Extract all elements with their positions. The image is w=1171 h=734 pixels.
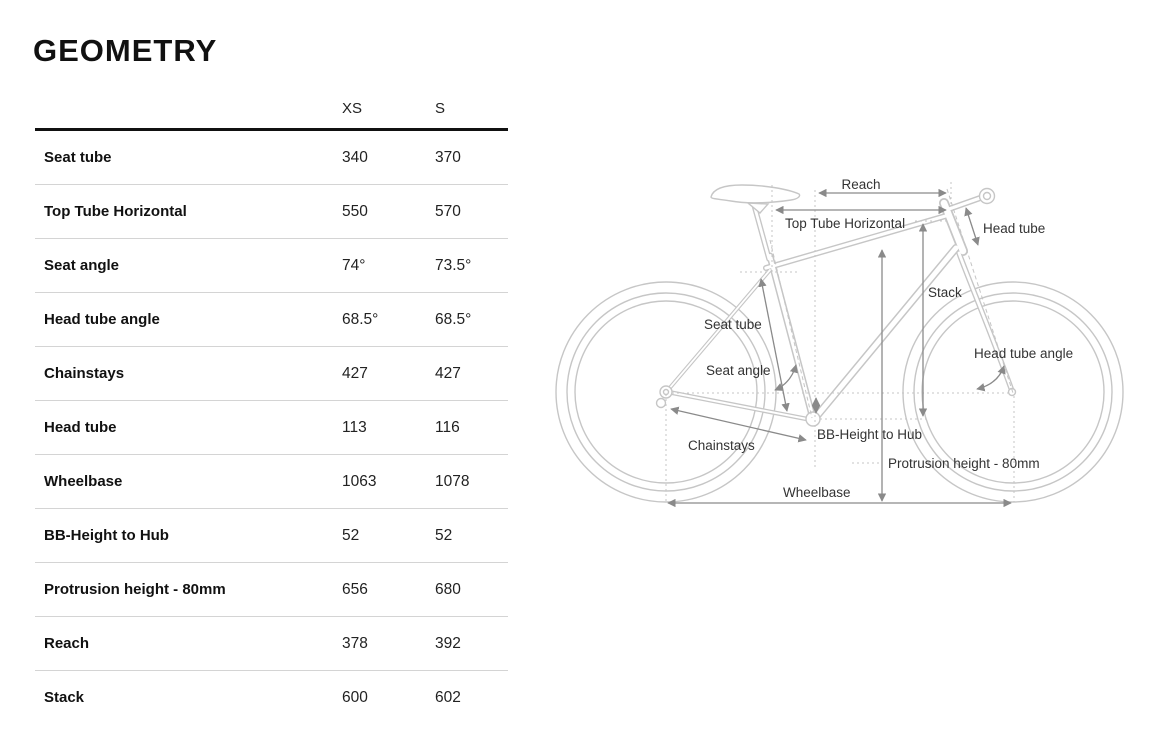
row-value-xs: 52: [342, 526, 360, 544]
rear-hub: [660, 386, 672, 398]
head-tube-angle-arc: [977, 366, 1004, 389]
bottom-bracket: [806, 412, 820, 426]
top-tube-horizontal-label: Top Tube Horizontal: [785, 216, 906, 231]
row-value-s: 392: [435, 634, 461, 652]
row-label: Wheelbase: [44, 473, 123, 490]
stack-label: Stack: [928, 285, 962, 300]
bb-height-to-hub-label: BB-Height to Hub: [817, 427, 923, 442]
row-value-s: 602: [435, 688, 461, 706]
row-value-xs: 1063: [342, 472, 377, 490]
row-value-s: 570: [435, 202, 461, 220]
row-label: Stack: [44, 689, 85, 706]
row-value-xs: 550: [342, 202, 368, 220]
column-header-xs: XS: [342, 99, 363, 117]
row-value-s: 370: [435, 148, 461, 166]
row-value-xs: 113: [342, 418, 367, 436]
row-label: Reach: [44, 635, 90, 652]
protrusion-height-label: Protrusion height - 80mm: [888, 456, 1040, 471]
head-tube-angle-label: Head tube angle: [974, 346, 1074, 361]
row-label: Head tube: [44, 419, 117, 436]
row-value-s: 52: [435, 526, 453, 544]
row-value-s: 680: [435, 580, 461, 598]
row-label: Protrusion height - 80mm: [44, 581, 226, 598]
row-value-xs: 378: [342, 634, 368, 652]
page-title: GEOMETRY: [33, 33, 218, 68]
seat-angle-label: Seat angle: [706, 363, 771, 378]
head-tube-label: Head tube: [983, 221, 1046, 236]
row-value-s: 1078: [435, 472, 470, 490]
row-value-s: 73.5°: [435, 256, 472, 274]
row-value-xs: 656: [342, 580, 368, 598]
chainstays-label: Chainstays: [688, 438, 755, 453]
row-value-xs: 68.5°: [342, 310, 379, 328]
reach-label: Reach: [841, 177, 881, 192]
rear-derailleur: [657, 399, 666, 408]
row-value-s: 427: [435, 364, 461, 382]
handlebar-grip: [980, 189, 995, 204]
row-label: Chainstays: [44, 365, 125, 382]
row-label: Head tube angle: [44, 311, 160, 328]
row-value-s: 68.5°: [435, 310, 472, 328]
row-value-xs: 427: [342, 364, 368, 382]
seat-tube-label: Seat tube: [704, 317, 762, 332]
row-label: Seat angle: [44, 257, 120, 274]
seat-clamp: [748, 203, 768, 213]
column-header-s: S: [435, 99, 446, 117]
row-label: Top Tube Horizontal: [44, 203, 187, 220]
row-value-xs: 600: [342, 688, 368, 706]
head-tube-arrow: [966, 208, 978, 245]
row-value-xs: 74°: [342, 256, 366, 274]
saddle: [711, 185, 800, 203]
row-label: Seat tube: [44, 149, 112, 166]
row-value-xs: 340: [342, 148, 368, 166]
row-value-s: 116: [435, 418, 460, 436]
wheelbase-label: Wheelbase: [783, 485, 851, 500]
row-label: BB-Height to Hub: [44, 527, 169, 544]
